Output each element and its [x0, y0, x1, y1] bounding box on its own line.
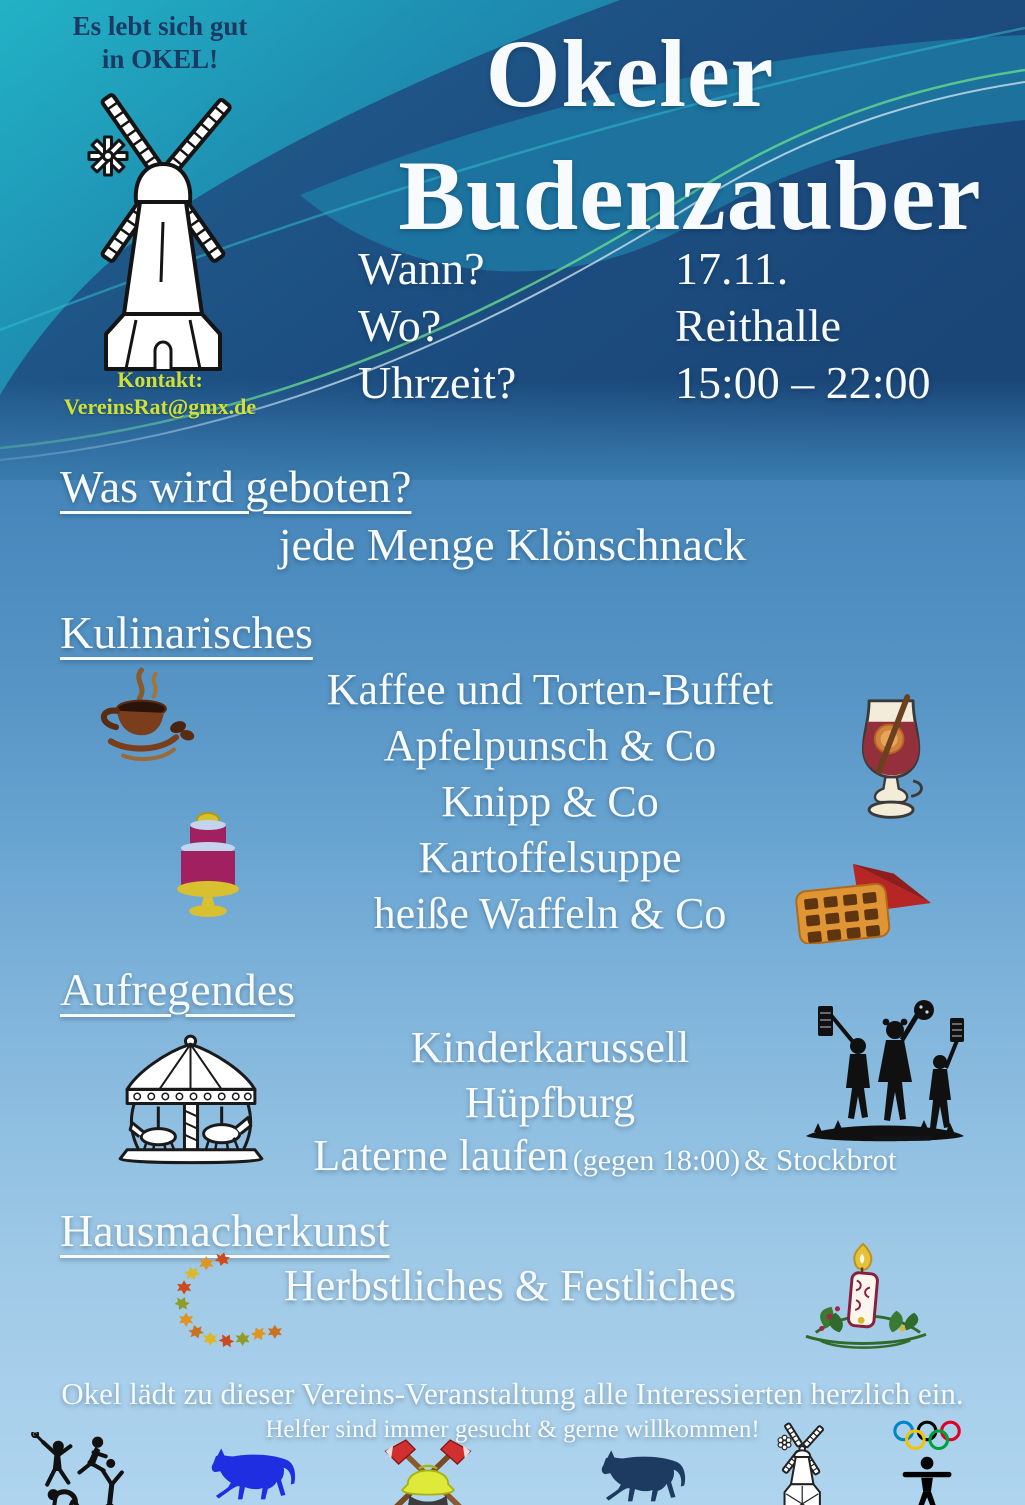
coffee-cup-icon: [88, 666, 206, 778]
acrobats-icon: [25, 1432, 141, 1505]
detail-value-wo: Reithalle: [675, 300, 842, 351]
waffle-icon: [794, 858, 940, 944]
laterne-main: Laterne laufen: [313, 1131, 569, 1180]
fun-item: Hüpfburg: [464, 1078, 636, 1127]
lantern-children-icon: [800, 1000, 970, 1146]
tagline-line2: in OKEL!: [101, 44, 219, 74]
detail-row-uhrzeit: [358, 354, 978, 411]
blue-horse-icon: [208, 1444, 296, 1502]
section-heading-hausmacherkunst: Hausmacherkunst: [60, 1205, 390, 1256]
carousel-icon: [103, 1032, 279, 1168]
candle-icon: [795, 1238, 935, 1356]
poster-title-line2: Budenzauber: [398, 140, 982, 251]
contact-email: VereinsRat@gmx.de: [63, 394, 257, 419]
detail-label-wo: Wo?: [358, 300, 442, 351]
tagline-line1: Es lebt sich gut: [72, 11, 248, 41]
detail-label-uhrzeit: Uhrzeit?: [358, 357, 517, 408]
footer-invitation: Okel lädt zu dieser Vereins-Veranstaltung alle Interessierten herzlich ein.: [61, 1376, 964, 1411]
olympic-rings-shooter-icon: [890, 1418, 968, 1505]
windmill-icon: [66, 82, 238, 374]
punch-glass-icon: [850, 692, 936, 828]
food-item: Kartoffelsuppe: [418, 833, 682, 882]
artist-signature: [872, 1136, 932, 1141]
contact-label: Kontakt:: [117, 367, 203, 392]
food-item: heiße Waffeln & Co: [373, 889, 727, 938]
detail-label-wann: Wann?: [358, 243, 485, 294]
autumn-leaves-icon: [175, 1252, 291, 1348]
dark-horse-icon: [598, 1446, 686, 1504]
detail-row-wann: [358, 240, 978, 297]
poster-title-line1: Okeler: [485, 20, 775, 127]
food-item: Apfelpunsch & Co: [383, 721, 717, 770]
section-heading-was-wird-geboten: Was wird geboten?: [60, 461, 412, 512]
windmill-small-icon: [762, 1420, 836, 1505]
footer-helpers: Helfer sind immer gesucht & gerne willkommen!: [265, 1416, 760, 1443]
laterne-note: (gegen 18:00): [572, 1144, 741, 1177]
detail-value-wann: 17.11.: [675, 243, 789, 294]
fire-helmet-axes-icon: [382, 1438, 474, 1505]
cake-icon: [162, 808, 254, 920]
laterne-suffix: & Stockbrot: [744, 1142, 897, 1177]
event-details: [358, 240, 978, 411]
section-heading-aufregendes: Aufregendes: [60, 964, 296, 1015]
herbstliches-item: Herbstliches & Festliches: [283, 1261, 737, 1310]
fun-item: Kinderkarussell: [410, 1023, 690, 1072]
klonschnack-item: jede Menge Klönschnack: [278, 519, 747, 570]
food-item: Kaffee und Torten-Buffet: [326, 665, 774, 714]
section-heading-kulinarisches: Kulinarisches: [60, 607, 313, 658]
contact-info: [30, 366, 290, 420]
food-item: Knipp & Co: [441, 777, 659, 826]
village-tagline: [35, 10, 285, 76]
detail-value-uhrzeit: 15:00 – 22:00: [675, 357, 931, 408]
detail-row-wo: [358, 297, 978, 354]
